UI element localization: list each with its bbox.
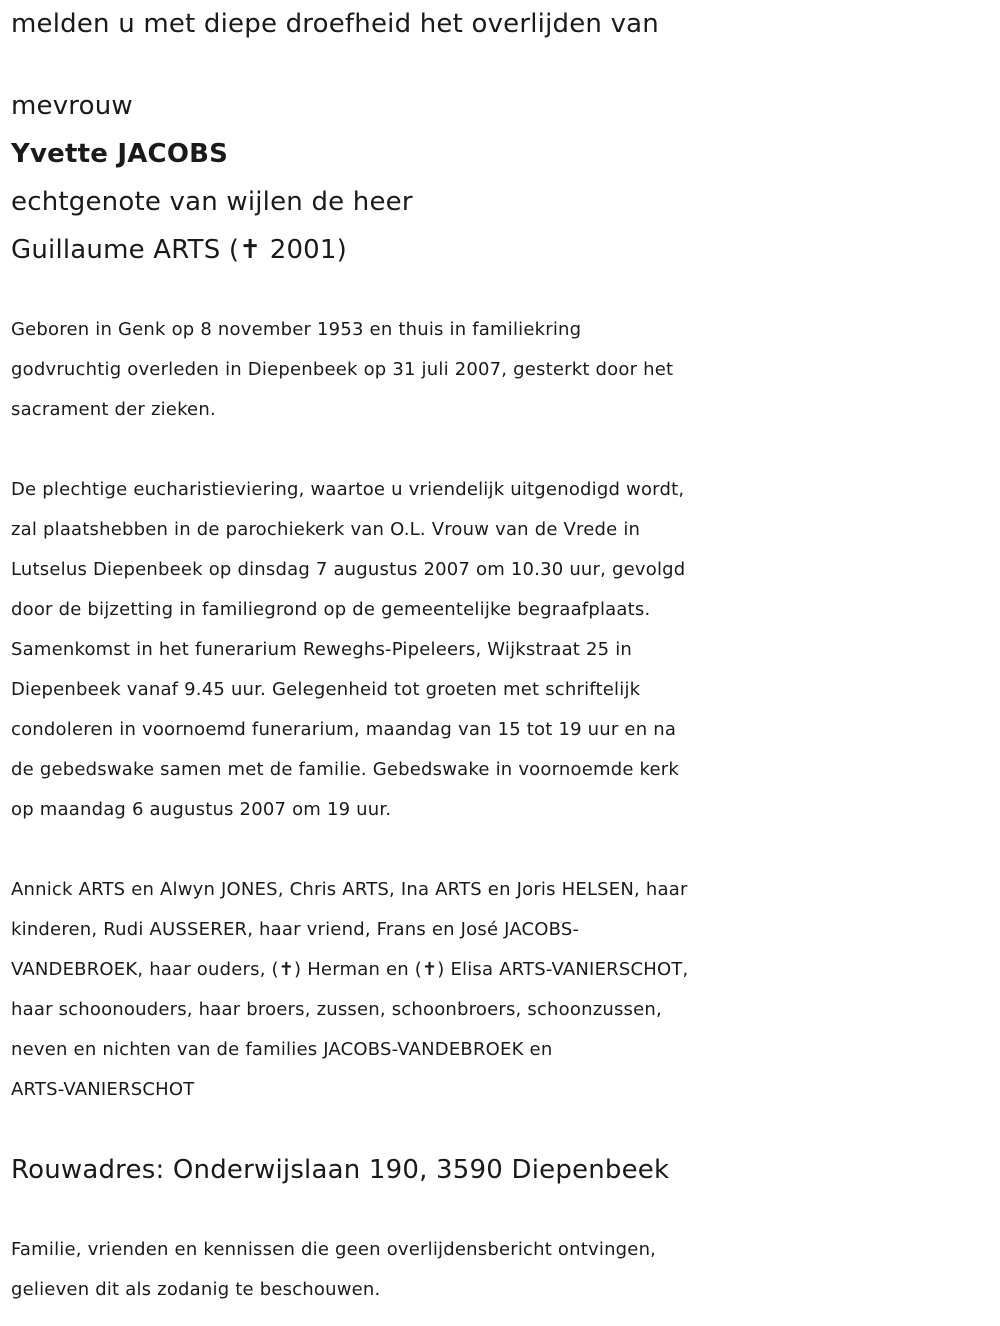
paragraph-line: zal plaatshebben in de parochiekerk van O.L. Vrouw van de Vrede in — [11, 519, 641, 540]
paragraph-line: VANDEBROEK, haar ouders, (✝) Herman en (✝) Elisa ARTS-VANIERSCHOT, — [11, 959, 689, 980]
family-paragraph — [11, 870, 991, 1110]
paragraph-line: kinderen, Rudi AUSSERER, haar vriend, Frans en José JACOBS- — [11, 919, 580, 940]
paragraph-line: Lutselus Diepenbeek op dinsdag 7 augustus 2007 om 10.30 uur, gevolgd — [11, 559, 686, 580]
paragraph-line: De plechtige eucharistieviering, waartoe u vriendelijk uitgenodigd wordt, — [11, 479, 685, 500]
paragraph-line: Annick ARTS en Alwyn JONES, Chris ARTS, Ina ARTS en Joris HELSEN, haar — [11, 879, 688, 900]
paragraph-line: ARTS-VANIERSCHOT — [11, 1079, 195, 1100]
paragraph-line: sacrament der zieken. — [11, 399, 216, 420]
paragraph-line: door de bijzetting in familiegrond op de gemeentelijke begraafplaats. — [11, 599, 651, 620]
spouse-line-2: Guillaume ARTS (✝ 2001) — [11, 235, 348, 265]
paragraph-line: condoleren in voornoemd funerarium, maandag van 15 tot 19 uur en na — [11, 719, 677, 740]
paragraph-line: de gebedswake samen met de familie. Gebedswake in voornoemde kerk — [11, 759, 680, 780]
intro-text: melden u met diepe droefheid het overlijden van — [11, 9, 659, 39]
title-prefix: mevrouw — [11, 91, 133, 121]
paragraph-line: godvruchtig overleden in Diepenbeek op 31 juli 2007, gesterkt door het — [11, 359, 674, 380]
paragraph-line: Diepenbeek vanaf 9.45 uur. Gelegenheid tot groeten met schriftelijk — [11, 679, 641, 700]
paragraph-line: Geboren in Genk op 8 november 1953 en thuis in familiekring — [11, 319, 582, 340]
paragraph-line: gelieven dit als zodanig te beschouwen. — [11, 1279, 381, 1300]
paragraph-line: Samenkomst in het funerarium Reweghs-Pipeleers, Wijkstraat 25 in — [11, 639, 633, 660]
deceased-name: Yvette JACOBS — [11, 139, 229, 169]
paragraph-line: op maandag 6 augustus 2007 om 19 uur. — [11, 799, 392, 820]
paragraph-line: neven en nichten van de families JACOBS-VANDEBROEK en — [11, 1039, 553, 1060]
mourning-address: Rouwadres: Onderwijslaan 190, 3590 Diepenbeek — [11, 1155, 670, 1185]
spouse-line-1: echtgenote van wijlen de heer — [11, 187, 413, 217]
paragraph-line: haar schoonouders, haar broers, zussen, schoonbroers, schoonzussen, — [11, 999, 662, 1020]
closing-paragraph — [11, 1230, 991, 1310]
ceremony-paragraph — [11, 470, 991, 830]
paragraph-line: Familie, vrienden en kennissen die geen overlijdensbericht ontvingen, — [11, 1239, 657, 1260]
birth-death-paragraph — [11, 310, 991, 430]
